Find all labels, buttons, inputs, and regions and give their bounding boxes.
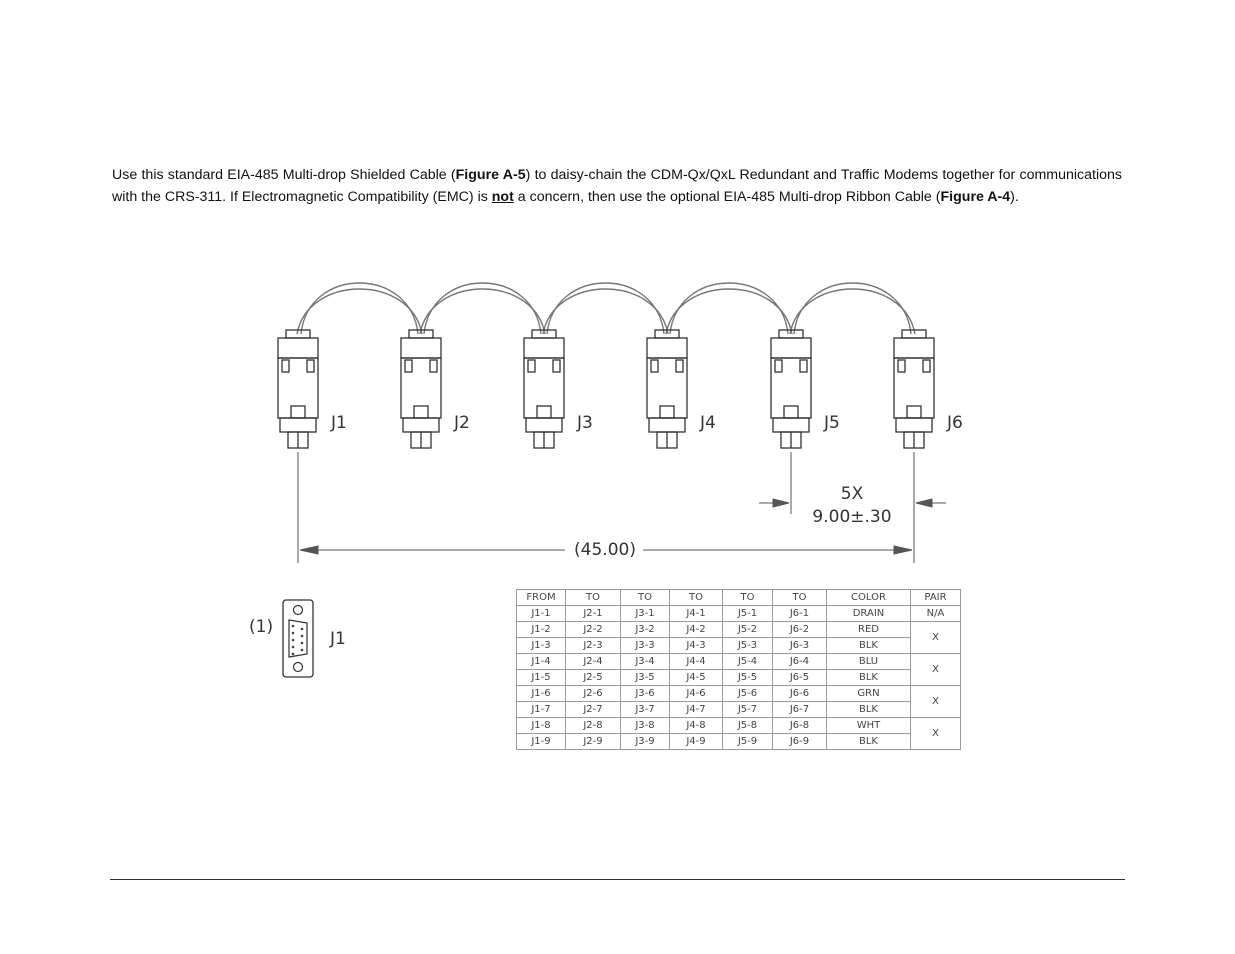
connector-latch-left	[775, 360, 782, 372]
connector-flange	[280, 418, 316, 432]
connector-flange	[526, 418, 562, 432]
table-cell: J5-8	[723, 718, 773, 734]
cable-arc	[790, 289, 915, 334]
db9-pinout	[249, 600, 346, 677]
arrow-right-icon	[894, 546, 912, 554]
table-cell: J1-2	[517, 622, 566, 638]
spacing-value: 9.00±.30	[812, 507, 892, 527]
pair-cell: X	[911, 718, 961, 750]
cable-arcs	[297, 283, 915, 334]
pair-cell: X	[911, 686, 961, 718]
table-cell: J3-7	[621, 702, 670, 718]
table-cell: J4-7	[670, 702, 723, 718]
intro-paragraph	[112, 165, 1122, 208]
table-cell: J4-5	[670, 670, 723, 686]
db9-screw-bottom-icon	[294, 663, 303, 672]
db9-pin-icon	[292, 646, 295, 649]
connector-label: J1	[331, 413, 347, 433]
table-cell: BLU	[827, 654, 911, 670]
cable-arc	[543, 289, 668, 334]
table-cell: J6-3	[773, 638, 827, 654]
jackscrew-icon	[537, 406, 551, 418]
connector-hood	[771, 338, 811, 358]
table-header-cell: PAIR	[911, 590, 961, 606]
table-cell: BLK	[827, 670, 911, 686]
pinout-label: J1	[330, 629, 346, 649]
footer-rule	[110, 879, 1125, 880]
table-cell: J3-5	[621, 670, 670, 686]
table-header-cell: TO	[621, 590, 670, 606]
table-cell: J5-1	[723, 606, 773, 622]
connector-latch-right	[800, 360, 807, 372]
table-cell: J2-2	[566, 622, 621, 638]
table-cell: J3-6	[621, 686, 670, 702]
connector-hood	[894, 338, 934, 358]
table-cell: J2-6	[566, 686, 621, 702]
cable-arc	[297, 289, 422, 334]
table-row	[517, 734, 961, 750]
connector-latch-right	[676, 360, 683, 372]
table-row	[517, 606, 961, 622]
connector-body	[401, 358, 441, 418]
arrow-spacing-right-icon	[916, 499, 932, 507]
table-cell: J6-7	[773, 702, 827, 718]
connector-hood	[401, 338, 441, 358]
table-cell: J4-4	[670, 654, 723, 670]
table-cell: J6-6	[773, 686, 827, 702]
table-cell: BLK	[827, 638, 911, 654]
table-cell: J5-5	[723, 670, 773, 686]
pair-cell: N/A	[911, 606, 961, 622]
table-header-cell: TO	[670, 590, 723, 606]
table-cell: J4-1	[670, 606, 723, 622]
connector-latch-left	[405, 360, 412, 372]
table-cell: J1-7	[517, 702, 566, 718]
arrow-spacing-left-icon	[773, 499, 789, 507]
table-cell: J2-3	[566, 638, 621, 654]
table-cell: J6-9	[773, 734, 827, 750]
connector-body	[278, 358, 318, 418]
table-cell: BLK	[827, 734, 911, 750]
table-cell: J4-8	[670, 718, 723, 734]
connector-body	[524, 358, 564, 418]
table-cell: J2-5	[566, 670, 621, 686]
connector-flange	[896, 418, 932, 432]
connector-latch-left	[282, 360, 289, 372]
connector-label: J6	[947, 413, 963, 433]
arrow-left-icon	[300, 546, 318, 554]
pair-cell: X	[911, 654, 961, 686]
table-cell: J5-7	[723, 702, 773, 718]
table-header-cell: TO	[566, 590, 621, 606]
connector-latch-right	[430, 360, 437, 372]
intro-text-4: ).	[1010, 188, 1019, 205]
table-cell: J4-3	[670, 638, 723, 654]
table-row	[517, 670, 961, 686]
connector-body	[647, 358, 687, 418]
table-cell: J6-2	[773, 622, 827, 638]
db9-shell	[283, 600, 313, 677]
connector-j1	[278, 330, 318, 448]
connector-label: J4	[700, 413, 716, 433]
table-cell: J1-8	[517, 718, 566, 734]
table-row	[517, 654, 961, 670]
table-cell: J3-8	[621, 718, 670, 734]
connector-latch-right	[307, 360, 314, 372]
connector-latch-right	[553, 360, 560, 372]
table-cell: GRN	[827, 686, 911, 702]
cable-arc	[547, 283, 664, 334]
cable-arc	[420, 289, 545, 334]
table-cell: BLK	[827, 702, 911, 718]
wiring-table	[516, 589, 961, 750]
connector-j3	[524, 330, 564, 448]
table-cell: J3-1	[621, 606, 670, 622]
cable-arc	[794, 283, 911, 334]
table-cell: J6-4	[773, 654, 827, 670]
table-cell: J3-2	[621, 622, 670, 638]
table-cell: DRAIN	[827, 606, 911, 622]
db9-face	[289, 620, 307, 657]
db9-pin-icon	[301, 628, 304, 631]
table-cell: J5-6	[723, 686, 773, 702]
connector-j4	[647, 330, 687, 448]
table-cell: J2-4	[566, 654, 621, 670]
table-cell: J2-7	[566, 702, 621, 718]
connector-j6	[894, 330, 934, 448]
cable-arc	[301, 283, 418, 334]
table-header-cell: TO	[773, 590, 827, 606]
table-cell: J3-9	[621, 734, 670, 750]
jackscrew-icon	[291, 406, 305, 418]
table-row	[517, 702, 961, 718]
db9-pin-icon	[301, 649, 304, 652]
db9-pin-icon	[301, 635, 304, 638]
cable-arc	[670, 283, 788, 334]
connector-j2	[401, 330, 441, 448]
table-cell: J6-5	[773, 670, 827, 686]
table-row	[517, 638, 961, 654]
jackscrew-icon	[414, 406, 428, 418]
jackscrew-icon	[907, 406, 921, 418]
connector-flange	[649, 418, 685, 432]
overall-length: (45.00)	[574, 540, 636, 560]
table-cell: J4-2	[670, 622, 723, 638]
table-cell: J5-3	[723, 638, 773, 654]
table-cell: J6-1	[773, 606, 827, 622]
db9-pin-icon	[292, 632, 295, 635]
db9-screw-top-icon	[294, 606, 303, 615]
table-cell: J5-9	[723, 734, 773, 750]
table-cell: J1-3	[517, 638, 566, 654]
db9-pin-icon	[301, 642, 304, 645]
table-cell: J1-5	[517, 670, 566, 686]
table-cell: RED	[827, 622, 911, 638]
intro-text-1: Use this standard EIA-485 Multi-drop Shielded Cable (	[112, 167, 456, 183]
connector-body	[771, 358, 811, 418]
table-header-cell: TO	[723, 590, 773, 606]
connector-body	[894, 358, 934, 418]
db9-pin-icon	[292, 639, 295, 642]
db9-pins	[292, 625, 304, 656]
table-row	[517, 686, 961, 702]
connector-j5	[771, 330, 811, 448]
spacing-count: 5X	[840, 484, 864, 504]
table-cell: J4-9	[670, 734, 723, 750]
connector-label: J2	[454, 413, 470, 433]
connector-hood	[647, 338, 687, 358]
connector-hood	[278, 338, 318, 358]
db9-pin-icon	[292, 625, 295, 628]
table-cell: J4-6	[670, 686, 723, 702]
table-cell: J1-6	[517, 686, 566, 702]
emphasis-not: not	[491, 188, 514, 205]
pin-one-reference: (1)	[249, 617, 274, 637]
connector-latch-right	[923, 360, 930, 372]
figure-a4-reference: Figure A-4	[940, 188, 1011, 205]
jackscrew-icon	[784, 406, 798, 418]
table-cell: J5-4	[723, 654, 773, 670]
table-header-row	[517, 590, 961, 606]
connector-hood	[524, 338, 564, 358]
table-cell: J2-8	[566, 718, 621, 734]
connector-label: J5	[824, 413, 840, 433]
table-cell: J5-2	[723, 622, 773, 638]
table-cell: J6-8	[773, 718, 827, 734]
table-body	[517, 606, 961, 750]
connector-latch-left	[898, 360, 905, 372]
table-cell: J1-1	[517, 606, 566, 622]
table-cell: J3-4	[621, 654, 670, 670]
table-row	[517, 718, 961, 734]
table-cell: J2-9	[566, 734, 621, 750]
jackscrew-icon	[660, 406, 674, 418]
table-cell: WHT	[827, 718, 911, 734]
pair-cell: X	[911, 622, 961, 654]
intro-text-3: a concern, then use the optional EIA-485 Multi-drop Ribbon Cable (	[513, 188, 941, 205]
table-cell: J2-1	[566, 606, 621, 622]
table-cell: J3-3	[621, 638, 670, 654]
table-header-cell: COLOR	[827, 590, 911, 606]
db9-pin-icon	[292, 653, 295, 656]
table-header-cell: FROM	[517, 590, 566, 606]
table-row	[517, 622, 961, 638]
cable-arc	[666, 289, 792, 334]
table-cell: J1-4	[517, 654, 566, 670]
connector-label: J3	[577, 413, 593, 433]
connector-flange	[773, 418, 809, 432]
connector-flange	[403, 418, 439, 432]
intro-text-2: ) to daisy-chain the CDM-Qx/QxL Redundant and Traffic Modems together for communications with the CRS-311. If Electromagnetic Compatibility (EMC) is	[112, 167, 1122, 205]
connector-latch-left	[651, 360, 658, 372]
connector-latch-left	[528, 360, 535, 372]
figure-a5-reference: Figure A-5	[455, 167, 526, 183]
cable-arc	[424, 283, 541, 334]
table-cell: J1-9	[517, 734, 566, 750]
